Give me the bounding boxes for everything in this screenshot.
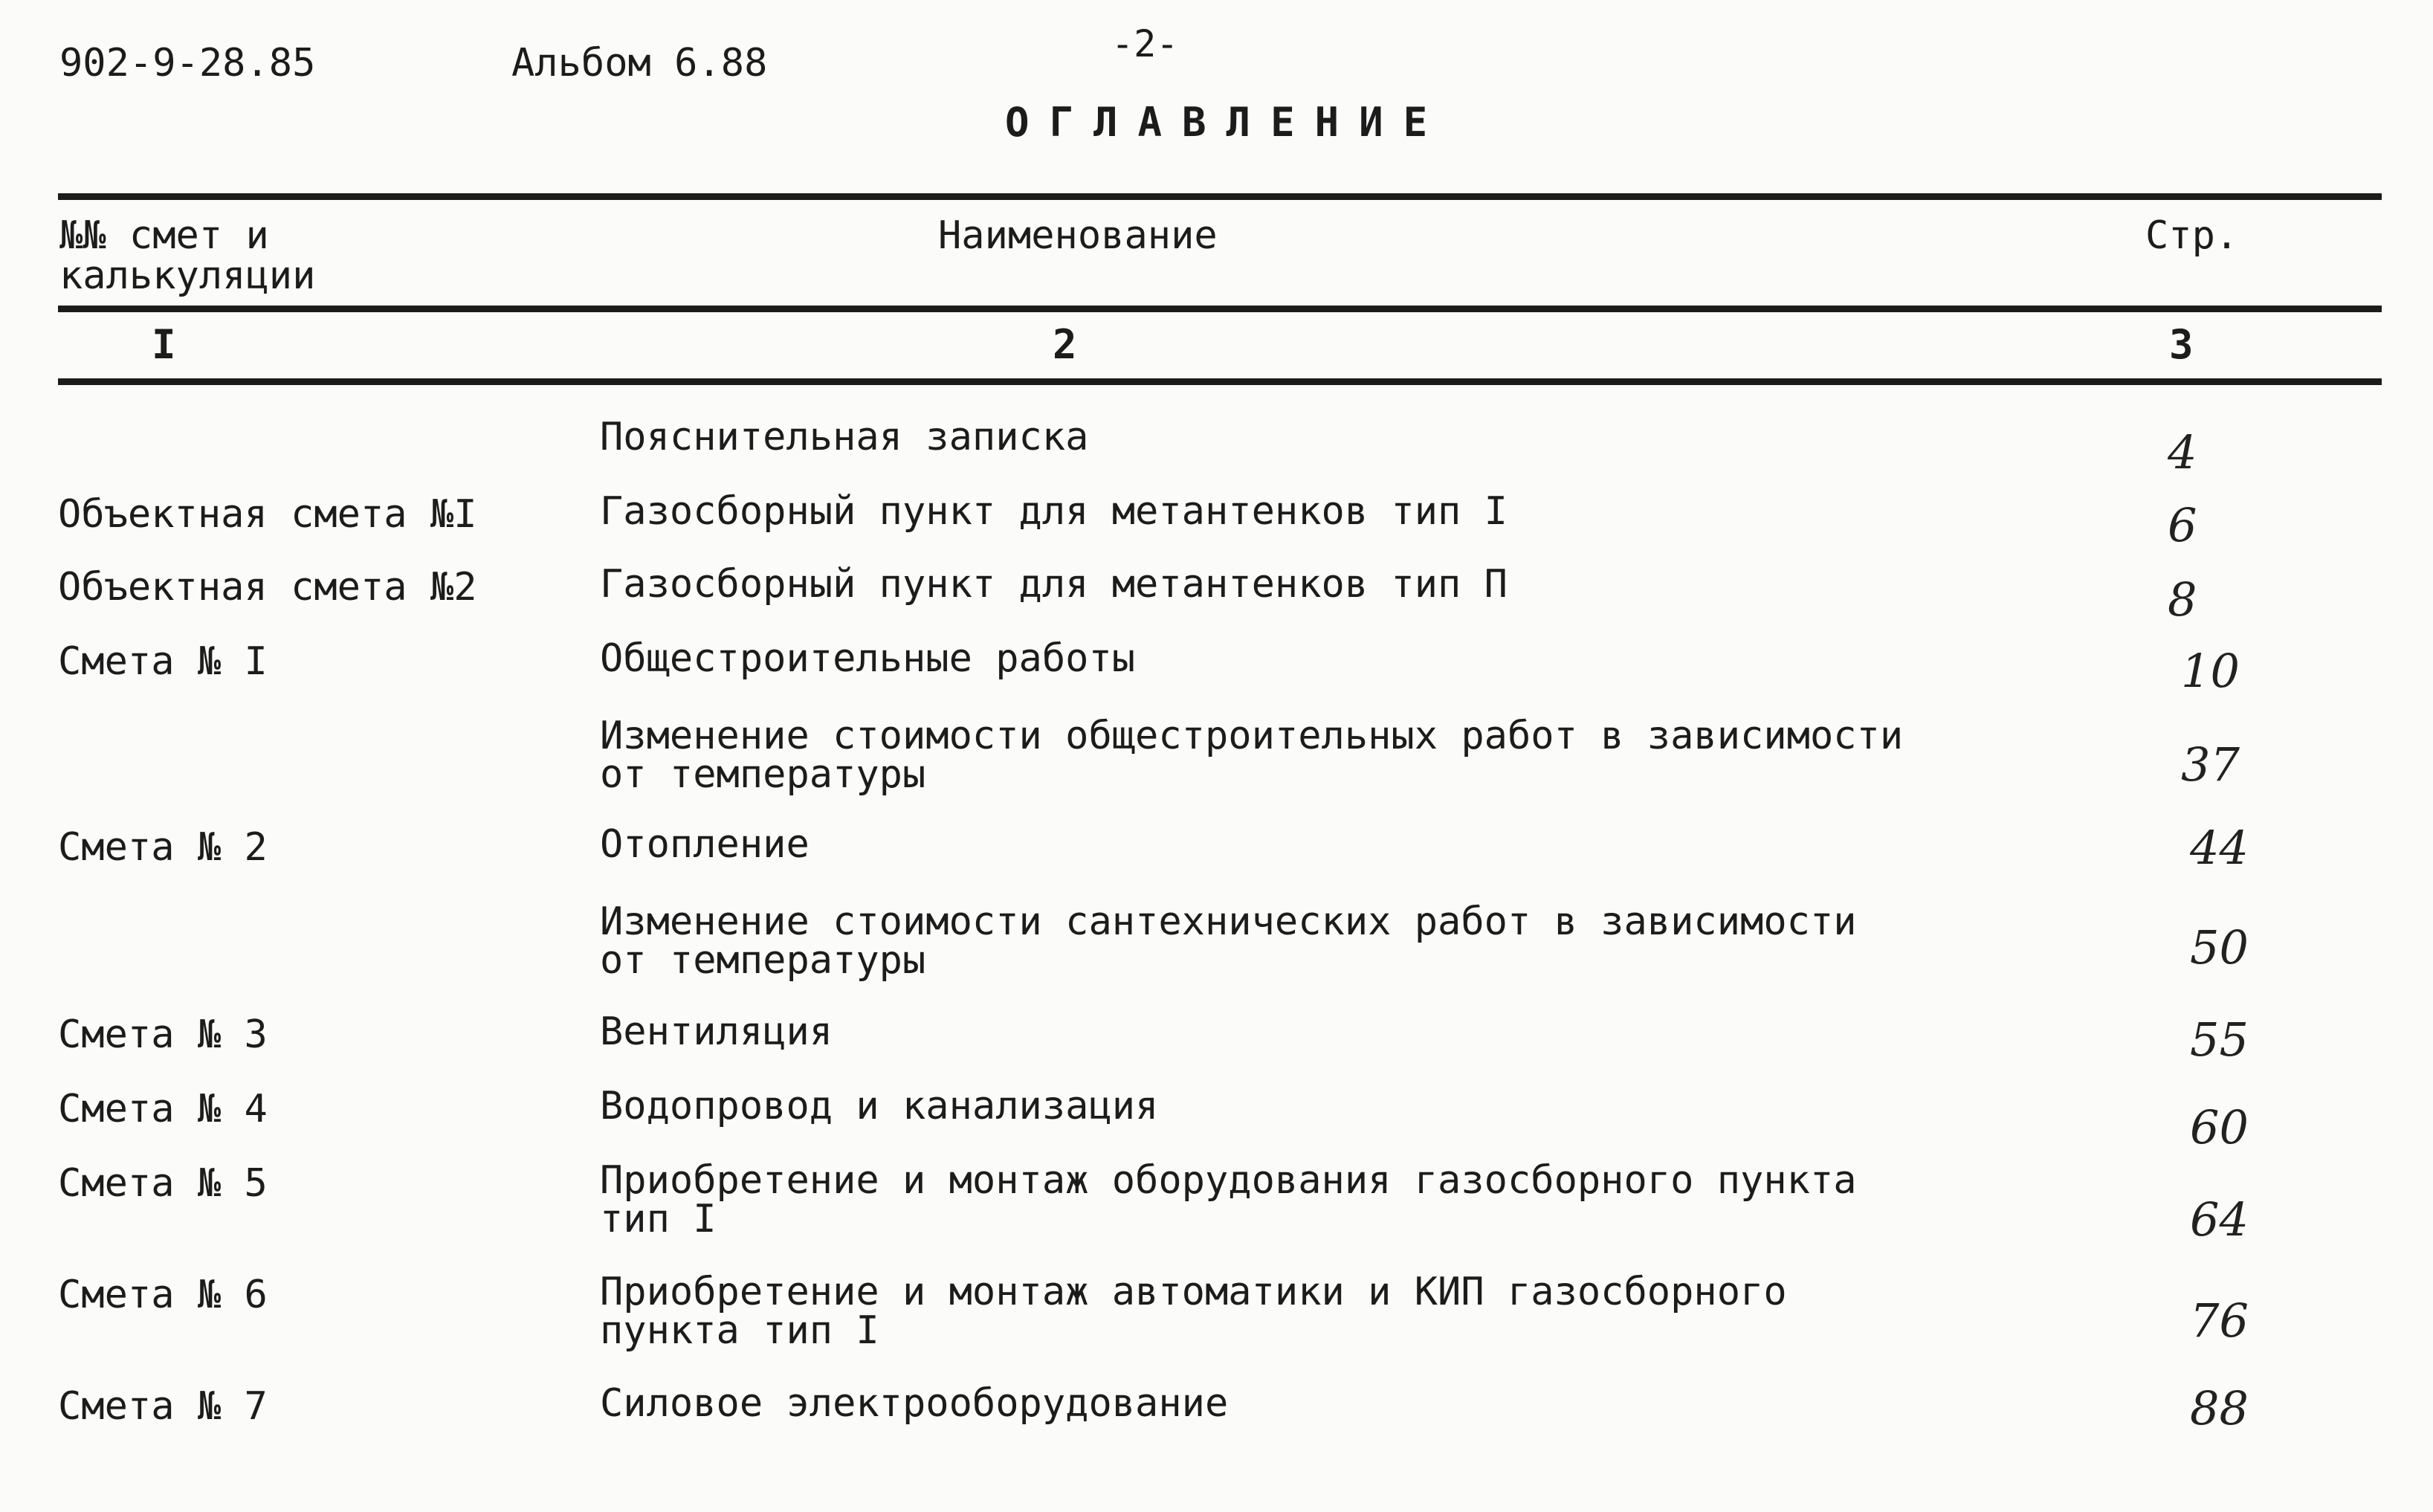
row-code: Смета № 6 xyxy=(58,1273,268,1317)
row-code: Смета № I xyxy=(58,639,268,684)
row-page: 44 xyxy=(2190,821,2249,875)
row-name: Общестроительные работы xyxy=(600,636,1136,681)
row-name: Газосборный пункт для метантенков тип П xyxy=(600,562,1508,607)
row-code: Смета № 5 xyxy=(58,1161,268,1206)
row-name-line: тип I xyxy=(600,1197,717,1241)
table-header-rule xyxy=(58,306,2382,312)
row-page: 60 xyxy=(2190,1100,2249,1154)
row-name-line: Приобретение и монтаж автоматики и КИП газосборного xyxy=(600,1270,1787,1314)
column-header-name: Наименование xyxy=(938,213,1218,258)
row-name-line: Приобретение и монтаж оборудования газосборного пункта xyxy=(600,1158,1857,1203)
column-header-page: Стр. xyxy=(2145,213,2239,258)
column-number-3: 3 xyxy=(2169,321,2194,368)
row-page: 50 xyxy=(2190,920,2249,975)
row-name: Пояснительная записка xyxy=(600,415,1089,459)
page-number: -2- xyxy=(1111,22,1179,65)
row-code: Смета № 7 xyxy=(58,1384,268,1429)
album-number: Альбом 6.88 xyxy=(511,41,768,85)
row-name: Газосборный пункт для метантенков тип I xyxy=(600,489,1508,534)
row-name-line: Изменение стоимости общестроительных работ в зависимости xyxy=(600,714,1904,758)
row-name: Водопровод и канализация xyxy=(600,1084,1159,1128)
row-name xyxy=(600,714,1904,797)
row-code: Смета № 3 xyxy=(58,1012,268,1057)
row-code: Объектная смета №I xyxy=(58,492,477,537)
row-name: Вентиляция xyxy=(600,1009,833,1054)
row-name-line: пункта тип I xyxy=(600,1308,879,1353)
row-page: 8 xyxy=(2168,572,2197,627)
row-page: 55 xyxy=(2190,1012,2249,1067)
row-name: Отопление xyxy=(600,822,810,867)
row-page: 88 xyxy=(2190,1381,2249,1435)
page-title: ОГЛАВЛЕНИЕ xyxy=(1005,99,1448,146)
row-code: Объектная смета №2 xyxy=(58,565,477,610)
column-number-2: 2 xyxy=(1053,321,1077,368)
column-header-codes-line2: калькуляции xyxy=(59,253,316,298)
row-code: Смета № 2 xyxy=(58,825,268,870)
row-page: 76 xyxy=(2190,1293,2249,1348)
table-numbers-rule xyxy=(58,378,2382,385)
table-top-rule xyxy=(58,193,2382,200)
row-name: Силовое электрооборудование xyxy=(600,1381,1229,1426)
row-name-line: от температуры xyxy=(600,938,926,983)
row-page: 4 xyxy=(2168,425,2197,479)
row-page: 6 xyxy=(2168,498,2197,552)
row-name xyxy=(600,899,1857,983)
row-name-line: от температуры xyxy=(600,752,926,797)
document-code: 902-9-28.85 xyxy=(59,41,316,85)
row-name xyxy=(600,1158,1857,1241)
row-page: 64 xyxy=(2190,1192,2249,1247)
row-page: 37 xyxy=(2181,737,2240,792)
column-header-codes xyxy=(59,213,316,298)
row-code: Смета № 4 xyxy=(58,1087,268,1131)
row-page: 10 xyxy=(2181,644,2240,698)
column-header-codes-line1: №№ смет и xyxy=(59,213,269,258)
column-number-1: I xyxy=(152,321,176,368)
row-name xyxy=(600,1270,1787,1353)
row-name-line: Изменение стоимости сантехнических работ в зависимости xyxy=(600,899,1857,944)
